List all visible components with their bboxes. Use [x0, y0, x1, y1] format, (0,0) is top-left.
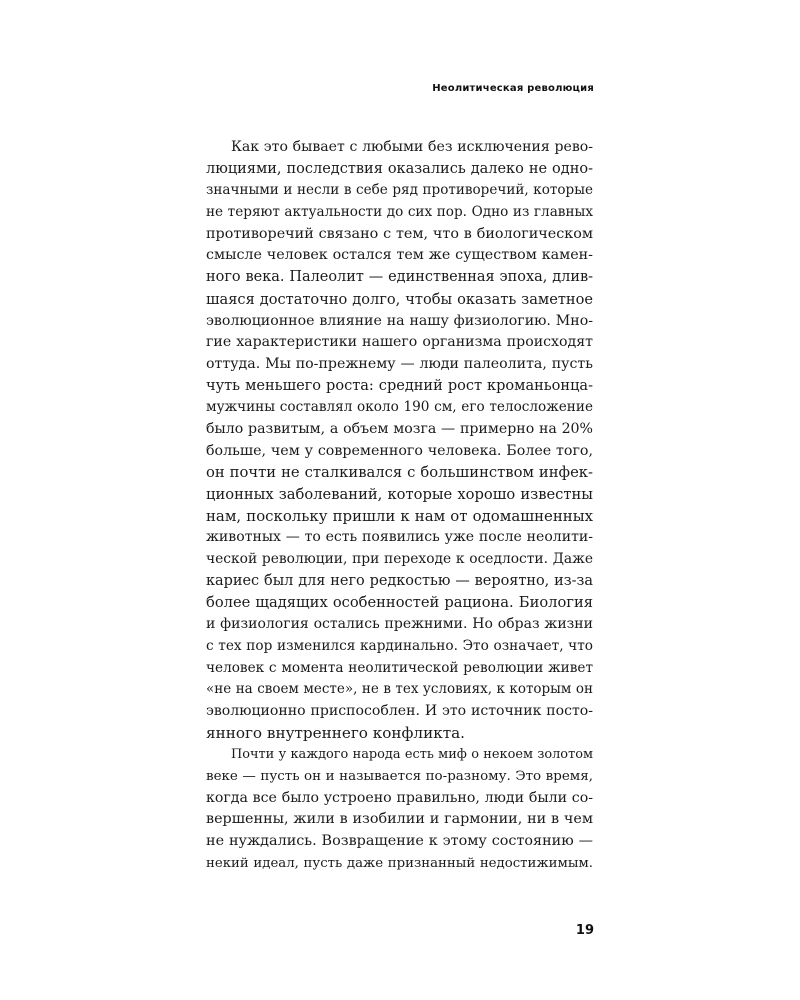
text-line: противоречий связано с тем, что в биологическом [206, 225, 593, 242]
text-line: не нуждались. Возвращение к этому состоянию — [206, 833, 593, 849]
text-line: мужчины составлял около 190 см, его телосложение [206, 399, 593, 416]
text-line: человек с момента неолитической революции живет [206, 659, 593, 676]
text-line: когда все было устроено правильно, люди были со- [206, 789, 593, 806]
page-number: 19 [575, 923, 594, 938]
text-line: ческой революции, при переходе к оседлости. Даже [206, 551, 593, 568]
text-line: шаяся достаточно долго, чтобы оказать заметное [206, 290, 593, 308]
text-line: эволюционно приспособлен. И это источник посто- [206, 702, 593, 719]
text-line: чуть меньшего роста: средний рост кроманьонца- [206, 377, 593, 394]
text-line: Как это бывает с любыми без исключения рево- [231, 139, 593, 155]
text-line: ного века. Палеолит — единственная эпоха, длив- [206, 269, 593, 286]
paragraph-2 [206, 744, 593, 874]
paragraph-1 [206, 137, 593, 744]
text-line: люциями, последствия оказались далеко не одно- [206, 160, 593, 177]
text-line: более щадящих особенностей рациона. Биология [206, 594, 593, 612]
text-line: было развитым, а объем мозга — примерно на 20% [206, 420, 593, 437]
text-line: гие характеристики нашего организма происходят [206, 334, 593, 351]
text-line: нам, поскольку пришли к нам от одомашненных [206, 506, 593, 525]
text-line: вершенны, жили в изобилии и гармонии, ни в чем [206, 811, 593, 828]
text-line: значными и несли в себе ряд противоречий, которые [206, 182, 593, 199]
text-line: и физиология остались прежними. Но образ жизни [206, 616, 593, 633]
text-line: кариес был для него редкостью — вероятно, из-за [206, 572, 593, 589]
text-line: больше, чем у современного человека. Более того, [206, 442, 593, 459]
text-line: янного внутреннего конфликта. [206, 723, 465, 742]
text-line: с тех пор изменился кардинально. Это означает, что [206, 637, 593, 654]
text-line: веке — пусть он и называется по-разному. Это время, [206, 768, 593, 784]
text-line: не теряют актуальности до сих пор. Одно из главных [206, 204, 593, 221]
running-head: Неолитическая революция [432, 83, 594, 94]
text-line: некий идеал, пусть даже признанный недостижимым. [206, 855, 593, 871]
text-line: эволюционное влияние на нашу физиологию. Мно- [206, 312, 593, 329]
body-text [206, 137, 593, 874]
text-line: животных — то есть появились уже после неолити- [206, 529, 593, 546]
text-line: он почти не сталкивался с большинством инфек- [206, 464, 593, 482]
text-line: «не на своем месте», не в тех условиях, к которым он [206, 681, 593, 698]
text-line: смысле человек остался тем же существом камен- [206, 247, 593, 264]
text-line: ционных заболеваний, которые хорошо известны [206, 486, 593, 503]
text-line: Почти у каждого народа есть миф о некоем золотом [231, 747, 593, 763]
text-line: оттуда. Мы по-прежнему — люди палеолита, пусть [206, 355, 593, 372]
